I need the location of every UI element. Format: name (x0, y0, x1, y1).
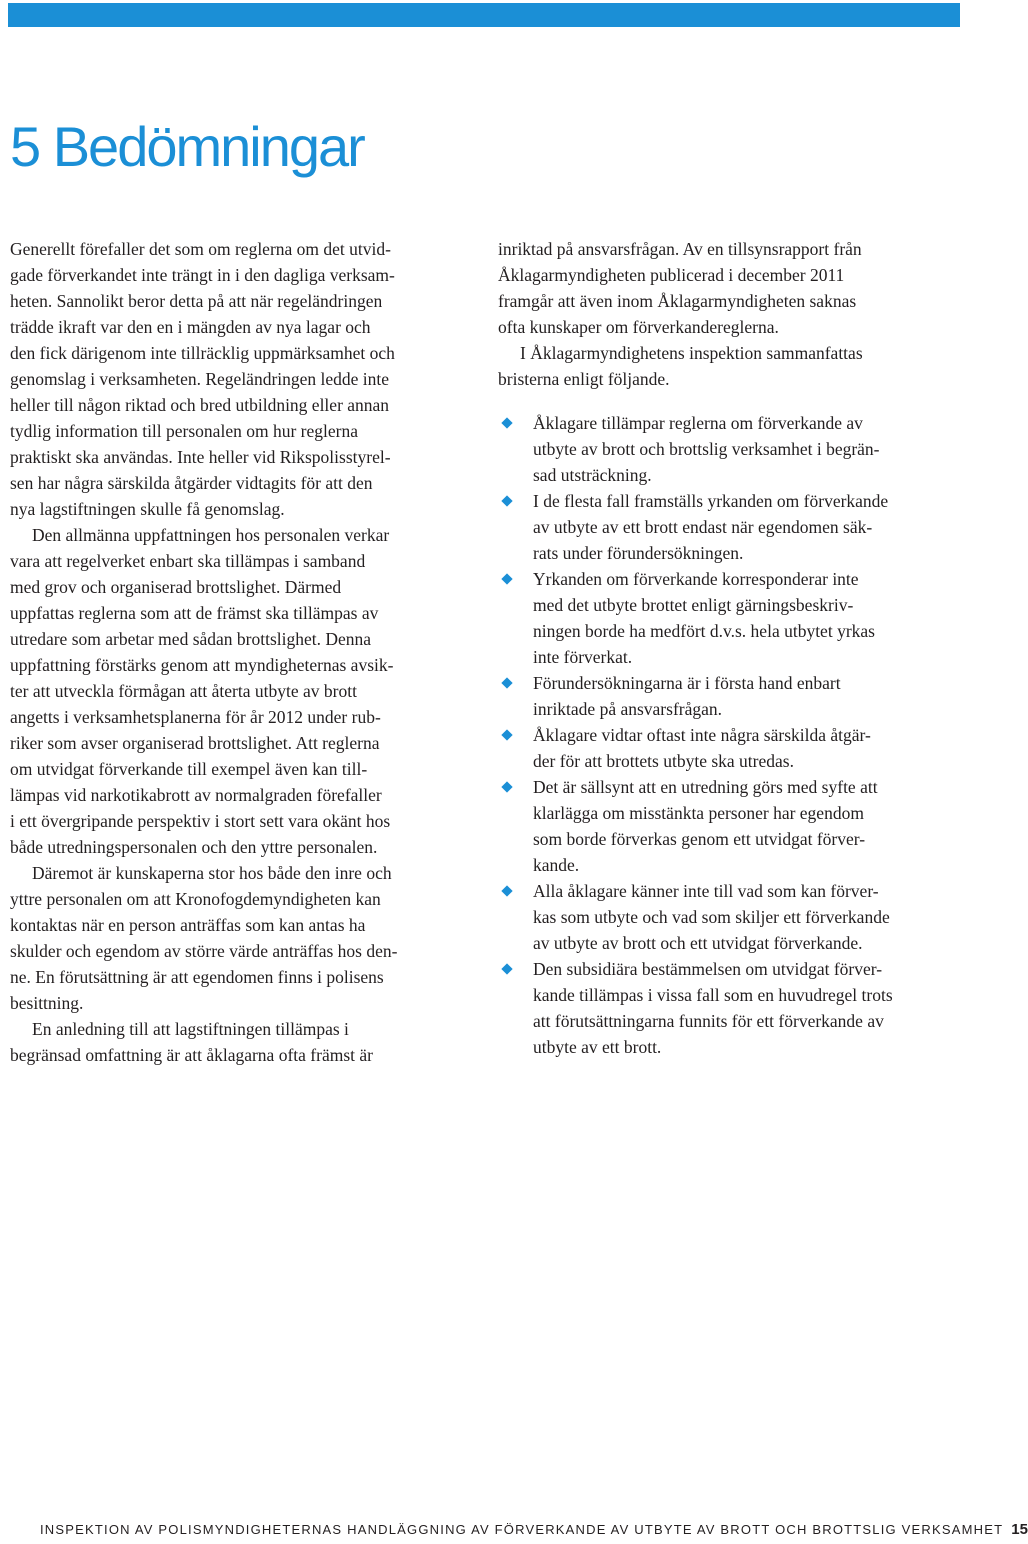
paragraph (10, 860, 465, 1016)
text-line: der för att brottets utbyte ska utredas. (533, 751, 794, 771)
text-line: kande tillämpas i vissa fall som en huvudregel trots (533, 985, 893, 1005)
diamond-bullet-icon (501, 417, 512, 428)
text-line: inriktad på ansvarsfrågan. Av en tillsynsrapport från (498, 239, 862, 259)
text-line: den fick därigenom inte tillräcklig uppmärksamhet och (10, 343, 395, 363)
text-line: av utbyte av brott och ett utvidgat förverkande. (533, 933, 863, 953)
text-line: tydlig information till personalen om hur reglerna (10, 421, 358, 441)
text-line: utbyte av ett brott. (533, 1037, 662, 1057)
text-line: gade förverkandet inte trängt in i den dagliga verksam- (10, 265, 395, 285)
text-line: om utvidgat förverkande till exempel även kan till- (10, 759, 368, 779)
text-line: nya lagstiftningen skulle få genomslag. (10, 499, 285, 519)
text-line: yttre personalen om att Kronofogdemyndigheten kan (10, 889, 381, 909)
diamond-bullet-icon (501, 963, 512, 974)
text-line: i ett övergripande perspektiv i stort sett vara okänt hos (10, 811, 391, 831)
text-line: Förundersökningarna är i första hand enbart (498, 670, 953, 696)
text-line: riker som avser organiserad brottslighet. Att reglerna (10, 733, 380, 753)
text-line: inriktade på ansvarsfrågan. (533, 699, 723, 719)
page-footer (40, 1521, 1028, 1538)
bullet-list (498, 410, 953, 1060)
paragraph (10, 236, 465, 522)
right-column (498, 236, 953, 1060)
text-line: Den allmänna uppfattningen hos personalen verkar (32, 525, 390, 545)
text-line: lämpas vid narkotikabrott av normalgraden förefaller (10, 785, 382, 805)
text-line: med det utbyte brottet enligt gärningsbeskriv- (533, 595, 854, 615)
text-line: Åklagare tillämpar reglerna om förverkande av (498, 410, 953, 436)
text-line: En anledning till att lagstiftningen tillämpas i (32, 1019, 349, 1039)
bullet-item (498, 410, 953, 488)
text-line: I Åklagarmyndighetens inspektion sammanfattas (520, 343, 863, 363)
left-column (10, 236, 465, 1068)
diamond-bullet-icon (501, 495, 512, 506)
text-line: Yrkanden om förverkande korresponderar inte (498, 566, 953, 592)
diamond-bullet-icon (501, 781, 512, 792)
text-line: rats under förundersökningen. (533, 543, 744, 563)
paragraph (10, 1016, 465, 1068)
text-line: ofta kunskaper om förverkandereglerna. (498, 317, 779, 337)
paragraph (10, 522, 465, 860)
text-line: I de flesta fall framställs yrkanden om förverkande (498, 488, 953, 514)
text-line: Generellt förefaller det som om reglerna om det utvid- (10, 239, 391, 259)
text-line: kontaktas när en person anträffas som kan antas ha (10, 915, 366, 935)
text-line: genomslag i verksamheten. Regeländringen ledde inte (10, 369, 390, 389)
text-line: att förutsättningarna funnits för ett förverkande av (533, 1011, 884, 1031)
diamond-bullet-icon (501, 729, 512, 740)
text-line: som borde förverkas genom ett utvidgat förver- (533, 829, 866, 849)
text-line: både utredningspersonalen och den yttre personalen. (10, 837, 378, 857)
text-line: angetts i verksamhetsplanerna för år 2012 under rub- (10, 707, 381, 727)
header-accent-bar (8, 3, 960, 27)
paragraph (498, 236, 953, 340)
text-line: trädde ikraft var den en i mängden av nya lagar och (10, 317, 371, 337)
text-line: med grov och organiserad brottslighet. Därmed (10, 577, 342, 597)
page-number: 15 (1011, 1521, 1028, 1538)
text-line: Däremot är kunskaperna stor hos både den inre och (32, 863, 392, 883)
text-line: Åklagarmyndigheten publicerad i december 2011 (498, 265, 845, 285)
text-line: begränsad omfattning är att åklagarna ofta främst är (10, 1045, 373, 1065)
text-line: kande. (533, 855, 580, 875)
text-line: Åklagare vidtar oftast inte några särskilda åtgär- (498, 722, 953, 748)
text-line: uppfattning förstärks genom att myndigheternas avsik- (10, 655, 394, 675)
text-line: inte förverkat. (533, 647, 633, 667)
text-line: kas som utbyte och vad som skiljer ett förverkande (533, 907, 890, 927)
text-line: vara att regelverket enbart ska tillämpas i samband (10, 551, 366, 571)
text-line: Alla åklagare känner inte till vad som kan förver- (498, 878, 953, 904)
text-line: bristerna enligt följande. (498, 369, 670, 389)
text-line: framgår att även inom Åklagarmyndigheten saknas (498, 291, 857, 311)
text-line: besittning. (10, 993, 84, 1013)
text-line: av utbyte av ett brott endast när egendomen säk- (533, 517, 873, 537)
bullet-item (498, 488, 953, 566)
text-line: utredare som arbetar med sådan brottslighet. Denna (10, 629, 372, 649)
text-line: Den subsidiära bestämmelsen om utvidgat förver- (498, 956, 953, 982)
text-line: klarlägga om misstänkta personer har egendom (533, 803, 864, 823)
paragraph (498, 340, 953, 392)
bullet-item (498, 566, 953, 670)
bullet-item (498, 722, 953, 774)
text-line: skulder och egendom av större värde anträffas hos den- (10, 941, 398, 961)
text-line: uppfattas reglerna som att de främst ska tillämpas av (10, 603, 379, 623)
diamond-bullet-icon (501, 573, 512, 584)
diamond-bullet-icon (501, 677, 512, 688)
bullet-item (498, 670, 953, 722)
diamond-bullet-icon (501, 885, 512, 896)
bullet-item (498, 878, 953, 956)
text-line: sen har några särskilda åtgärder vidtagits för att den (10, 473, 373, 493)
text-line: sad utsträckning. (533, 465, 652, 485)
chapter-title: 5 Bedömningar (10, 115, 364, 178)
text-line: Det är sällsynt att en utredning görs med syfte att (498, 774, 953, 800)
text-line: praktiskt ska användas. Inte heller vid Rikspolisstyrel- (10, 447, 391, 467)
text-line: ne. En förutsättning är att egendomen finns i polisens (10, 967, 384, 987)
text-line: heller till någon riktad och bred utbildning eller annan (10, 395, 390, 415)
text-line: heten. Sannolikt beror detta på att när regeländringen (10, 291, 383, 311)
text-line: utbyte av brott och brottslig verksamhet i begrän- (533, 439, 880, 459)
text-line: ningen borde ha medfört d.v.s. hela utbytet yrkas (533, 621, 875, 641)
text-line: ter att utveckla förmågan att återta utbyte av brott (10, 681, 357, 701)
bullet-item (498, 956, 953, 1060)
running-title: INSPEKTION AV POLISMYNDIGHETERNAS HANDLÄGGNING AV FÖRVERKANDE AV UTBYTE AV BROTT OCH BROTTSLIG VERKSAMHET (40, 1522, 1004, 1537)
bullet-item (498, 774, 953, 878)
spacer (498, 392, 953, 410)
